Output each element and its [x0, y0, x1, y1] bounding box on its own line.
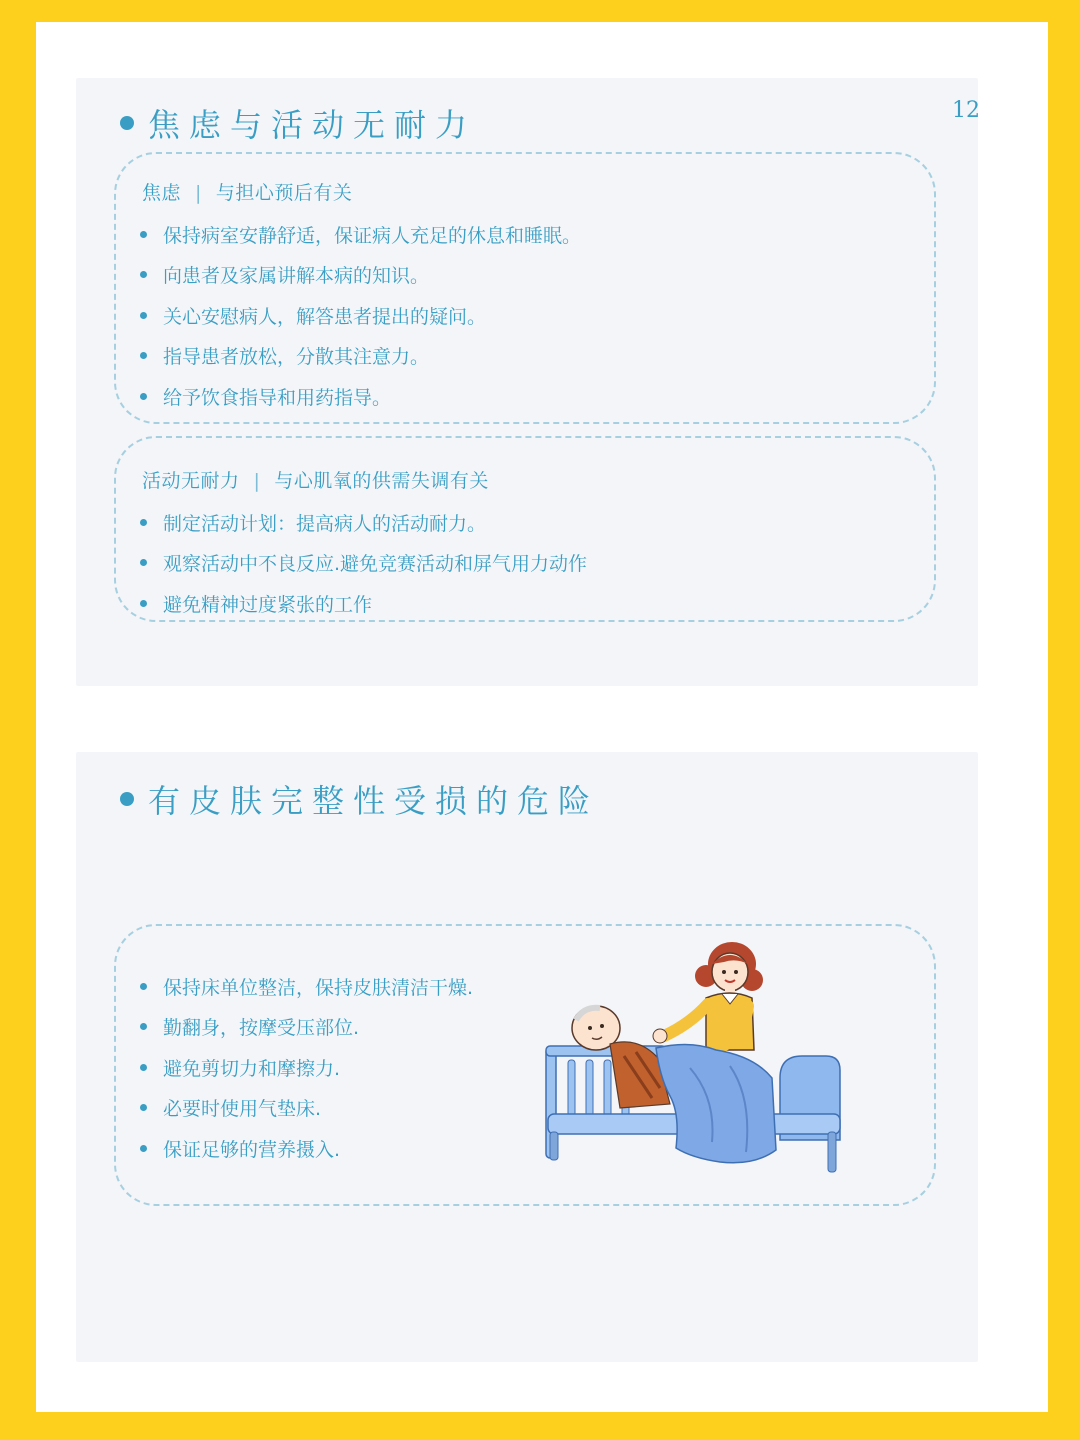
- bullet-icon: [140, 1023, 147, 1030]
- list-item: [140, 1128, 473, 1169]
- list-item-text: 保证足够的营养摄入.: [163, 1138, 341, 1161]
- list-item: [140, 583, 587, 624]
- bullet-icon: [140, 271, 147, 278]
- list-item: [140, 376, 581, 417]
- title-separator: |: [195, 182, 202, 204]
- bullet-icon: [140, 352, 147, 359]
- section-title: 焦虑与活动无耐力: [148, 106, 477, 144]
- title-separator: |: [253, 470, 261, 492]
- section-heading-anxiety: [120, 100, 476, 146]
- heading-bullet-icon: [120, 116, 134, 130]
- list-item-text: 必要时使用气垫床.: [163, 1098, 322, 1121]
- bullet-icon: [140, 393, 147, 400]
- list-item-text: 勤翻身，按摩受压部位.: [163, 1017, 360, 1040]
- bullet-icon: [140, 312, 147, 319]
- list-item: [140, 336, 581, 377]
- card-anxiety: [114, 152, 936, 424]
- section-title: 有皮肤完整性受损的危险: [148, 782, 600, 820]
- list-item-text: 向患者及家属讲解本病的知识。: [163, 265, 430, 288]
- bullet-icon: [140, 983, 147, 990]
- bullet-icon: [140, 1104, 147, 1111]
- nurse-figure: [653, 942, 763, 1061]
- list-item-text: 指导患者放松，分散其注意力。: [163, 346, 430, 369]
- list-item-text: 制定活动计划：提高病人的活动耐力。: [163, 512, 487, 535]
- item-list: [140, 502, 587, 624]
- list-item-text: 避免精神过度紧张的工作: [163, 593, 373, 616]
- bullet-icon: [140, 1145, 147, 1152]
- card-activity-intolerance: [114, 436, 936, 622]
- list-item: [140, 543, 587, 584]
- list-item-text: 关心安慰病人，解答患者提出的疑问。: [163, 305, 487, 328]
- list-item: [140, 1088, 473, 1129]
- list-item-text: 保持病室安静舒适，保证病人充足的休息和睡眠。: [163, 224, 582, 247]
- card-title-main: 活动无耐力: [142, 470, 240, 492]
- blanket: [656, 1044, 776, 1162]
- list-item: [140, 1007, 473, 1048]
- list-item: [140, 1047, 473, 1088]
- list-item-text: 给予饮食指导和用药指导。: [163, 386, 392, 409]
- list-item: [140, 295, 581, 336]
- card-title: [142, 178, 352, 205]
- list-item-text: 避免剪切力和摩擦力.: [163, 1057, 341, 1080]
- item-list: [140, 214, 581, 417]
- heading-bullet-icon: [120, 792, 134, 806]
- card-title-sub: 与心肌氧的供需失调有关: [274, 470, 489, 492]
- bullet-icon: [140, 231, 147, 238]
- bullet-icon: [140, 559, 147, 566]
- bullet-icon: [140, 600, 147, 607]
- section-heading-skin: [120, 776, 599, 822]
- card-title: [142, 466, 489, 493]
- list-item: [140, 255, 581, 296]
- list-item: [140, 502, 587, 543]
- list-item-text: 观察活动中不良反应.避免竞赛活动和屏气用力动作: [163, 553, 588, 576]
- bullet-icon: [140, 1064, 147, 1071]
- card-title-sub: 与担心预后有关: [215, 182, 353, 204]
- list-item: [140, 214, 581, 255]
- page-number: 12: [952, 98, 980, 123]
- card-title-main: 焦虑: [142, 182, 182, 204]
- list-item-text: 保持床单位整洁，保持皮肤清洁干燥.: [163, 976, 474, 999]
- bullet-icon: [140, 519, 147, 526]
- item-list: [140, 966, 473, 1169]
- list-item: [140, 966, 473, 1007]
- nurse-patient-illustration: [540, 928, 850, 1190]
